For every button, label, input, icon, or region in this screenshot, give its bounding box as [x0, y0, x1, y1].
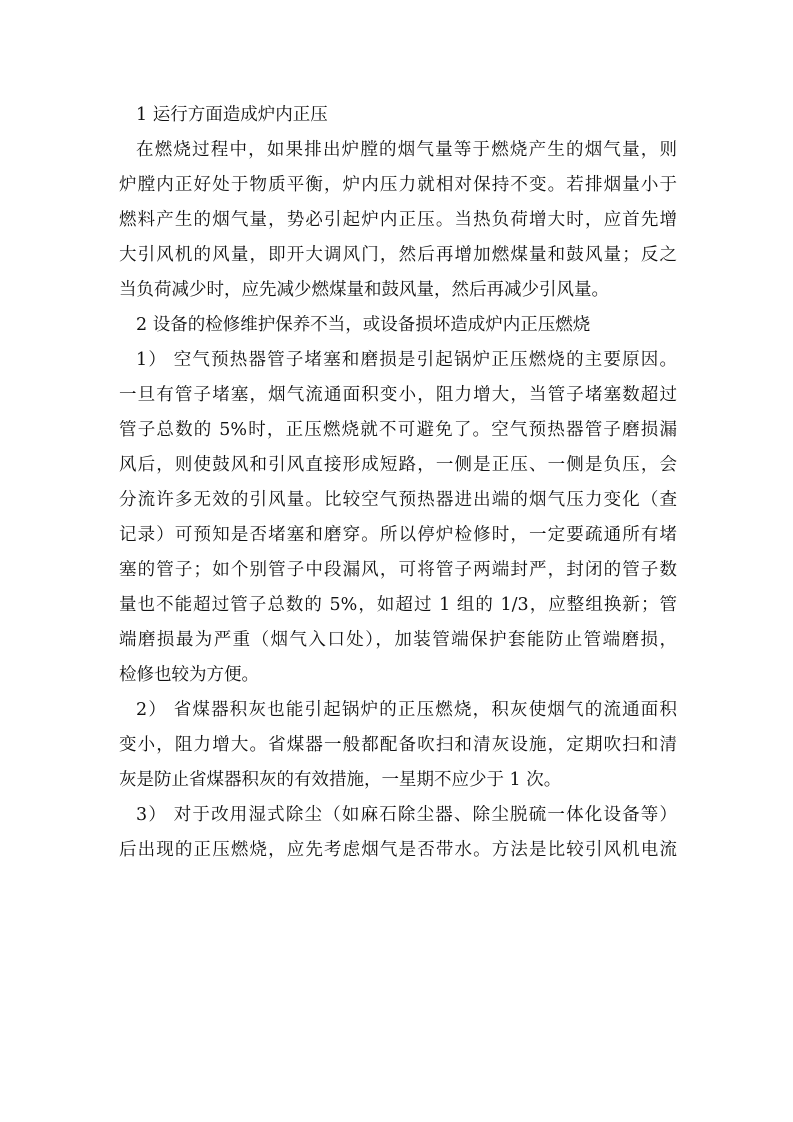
- paragraph-line: 灰是防止省煤器积灰的有效措施，一星期不应少于 1 次。: [119, 770, 562, 790]
- paragraph-line: 塞的管子；如个别管子中段漏风，可将管子两端封严，封闭的管子数: [119, 560, 677, 580]
- paragraph-line: 分流许多无效的引风量。比较空气预热器进出端的烟气压力变化（查: [119, 490, 677, 510]
- paragraph-line: 当负荷减少时，应先减少燃煤量和鼓风量，然后再减少引风量。: [119, 280, 609, 300]
- paragraph-line: 风后，则使鼓风和引风直接形成短路，一侧是正压、一侧是负压，会: [119, 455, 677, 475]
- paragraph-line: 记录）可预知是否堵塞和磨穿。所以停炉检修时，一定要疏通所有堵: [119, 525, 677, 545]
- paragraph-line: 在燃烧过程中，如果排出炉膛的烟气量等于燃烧产生的烟气量，则: [136, 140, 677, 160]
- paragraph-line: 一旦有管子堵塞，烟气流通面积变小，阻力增大，当管子堵塞数超过: [119, 385, 677, 405]
- heading-1: 1 运行方面造成炉内正压: [136, 105, 328, 125]
- paragraph-line: 管子总数的 5%时，正压燃烧就不可避免了。空气预热器管子磨损漏: [119, 420, 677, 440]
- paragraph-line: 后出现的正压燃烧，应先考虑烟气是否带水。方法是比较引风机电流: [119, 840, 677, 860]
- heading-2: 2 设备的检修维护保养不当，或设备损坏造成炉内正压燃烧: [136, 315, 591, 335]
- paragraph-line: 3） 对于改用湿式除尘（如麻石除尘器、除尘脱硫一体化设备等）: [136, 805, 677, 825]
- paragraph-line: 大引风机的风量，即开大调风门，然后再增加燃煤量和鼓风量；反之: [119, 245, 677, 265]
- paragraph-line: 变小，阻力增大。省煤器一般都配备吹扫和清灰设施，定期吹扫和清: [119, 735, 677, 755]
- paragraph-line: 1） 空气预热器管子堵塞和磨损是引起锅炉正压燃烧的主要原因。: [136, 350, 677, 370]
- paragraph-line: 炉膛内正好处于物质平衡，炉内压力就相对保持不变。若排烟量小于: [119, 175, 677, 195]
- paragraph-line: 燃料产生的烟气量，势必引起炉内正压。当热负荷增大时，应首先增: [119, 210, 677, 230]
- document-body: [119, 98, 677, 868]
- paragraph-line: 检修也较为方便。: [119, 665, 259, 685]
- paragraph-line: 2） 省煤器积灰也能引起锅炉的正压燃烧，积灰使烟气的流通面积: [136, 700, 677, 720]
- paragraph-line: 端磨损最为严重（烟气入口处），加装管端保护套能防止管端磨损，: [119, 630, 677, 650]
- paragraph-line: 量也不能超过管子总数的 5%，如超过 1 组的 1/3，应整组换新；管: [119, 595, 677, 615]
